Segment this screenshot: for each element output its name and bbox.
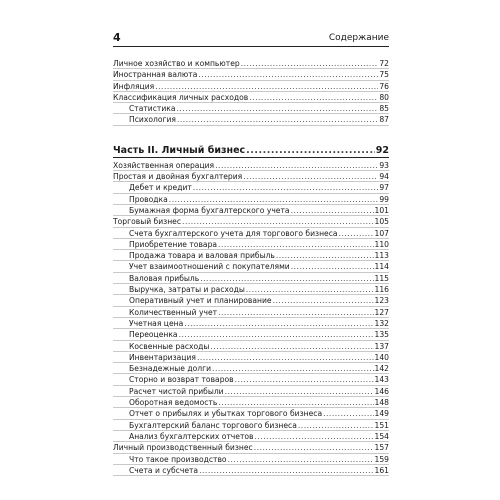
toc-leader-dots bbox=[225, 386, 374, 397]
toc-leader-dots bbox=[298, 420, 374, 431]
toc-entry-title: Счета бухгалтерского учета для торгового бизнеса bbox=[129, 228, 338, 238]
page-header bbox=[113, 32, 389, 47]
toc-leader-dots bbox=[246, 143, 375, 158]
toc-entry-page: 123 bbox=[374, 296, 389, 306]
toc-entry-title: Иностранная валюта bbox=[113, 70, 198, 80]
toc-entry[interactable] bbox=[113, 182, 389, 193]
toc-leader-dots bbox=[291, 205, 374, 216]
toc-leader-dots bbox=[177, 114, 378, 125]
toc-entry-title: Личный производственный бизнес bbox=[113, 443, 253, 453]
toc-entry-page: 137 bbox=[374, 341, 389, 351]
toc-part-page: 92 bbox=[375, 144, 389, 156]
toc-entry[interactable] bbox=[113, 420, 389, 431]
toc-entry-title: Валовая прибыль bbox=[129, 273, 200, 283]
toc-entry-page: 132 bbox=[374, 318, 389, 328]
toc-leader-dots bbox=[199, 465, 373, 476]
toc-entry[interactable] bbox=[113, 81, 389, 92]
toc-entry-title: Что такое производство bbox=[129, 454, 227, 464]
page-number: 4 bbox=[113, 31, 121, 44]
toc-entry[interactable] bbox=[113, 239, 389, 250]
toc-leader-dots bbox=[291, 261, 374, 272]
toc-entry-title: Переоценка bbox=[129, 330, 178, 340]
toc-entry-title: Личное хозяйство и компьютер bbox=[113, 59, 240, 68]
toc-part-title: Часть II. Личный бизнес bbox=[113, 144, 246, 156]
toc-entry-title: Проводка bbox=[129, 194, 168, 204]
toc-entry[interactable] bbox=[113, 261, 389, 272]
toc-entry-title: Инвентаризация bbox=[129, 352, 196, 362]
toc-leader-dots bbox=[235, 374, 374, 385]
toc-entry-page: 80 bbox=[379, 92, 389, 102]
toc-entry[interactable] bbox=[113, 160, 389, 171]
toc-leader-dots bbox=[218, 397, 373, 408]
toc-entry-title: Психология bbox=[129, 115, 176, 125]
toc-leader-dots bbox=[210, 341, 373, 352]
toc-entry-title: Косвенные расходы bbox=[129, 341, 210, 351]
toc-entry-page: 110 bbox=[374, 239, 389, 249]
toc-leader-dots bbox=[169, 194, 379, 205]
toc-leader-dots bbox=[197, 352, 374, 363]
toc-part-heading[interactable] bbox=[113, 143, 389, 158]
toc-entry-title: Отчет о прибылях и убытках торгового бизнеса bbox=[129, 409, 323, 419]
toc-entry-page: 101 bbox=[374, 205, 389, 215]
toc-entry[interactable] bbox=[113, 228, 389, 239]
toc-leader-dots bbox=[339, 228, 374, 239]
toc-leader-dots bbox=[184, 318, 373, 329]
toc-leader-dots bbox=[276, 250, 374, 261]
toc-leader-dots bbox=[273, 295, 374, 306]
toc-entry-title: Бухгалтерский баланс торгового бизнеса bbox=[129, 420, 297, 430]
toc-entry-page: 105 bbox=[374, 217, 389, 227]
toc-leader-dots bbox=[241, 58, 379, 69]
toc-entry[interactable] bbox=[113, 114, 389, 125]
toc-entry[interactable] bbox=[113, 465, 389, 476]
toc-leader-dots bbox=[218, 239, 373, 250]
toc-entry-title: Торговый бизнес bbox=[113, 217, 182, 227]
toc-entry-title: Счета и субсчета bbox=[129, 465, 199, 475]
table-of-contents bbox=[113, 58, 389, 476]
toc-entry-title: Оперативный учет и планирование bbox=[129, 296, 272, 306]
toc-leader-dots bbox=[323, 408, 373, 419]
toc-entry[interactable] bbox=[113, 454, 389, 465]
toc-leader-dots bbox=[179, 329, 374, 340]
toc-entry[interactable] bbox=[113, 295, 389, 306]
toc-leader-dots bbox=[246, 284, 374, 295]
toc-leader-dots bbox=[228, 454, 374, 465]
part-spacer bbox=[113, 126, 389, 143]
toc-leader-dots bbox=[182, 216, 373, 227]
toc-entry-page: 87 bbox=[379, 115, 389, 125]
toc-entry[interactable] bbox=[113, 386, 389, 397]
toc-entry-title: Хозяйственная операция bbox=[113, 160, 215, 170]
toc-entry[interactable] bbox=[113, 205, 389, 216]
toc-entry[interactable] bbox=[113, 273, 389, 284]
toc-entry[interactable] bbox=[113, 58, 389, 69]
toc-leader-dots bbox=[198, 69, 378, 80]
toc-entry-title: Учет взаимоотношений с покупателями bbox=[129, 262, 290, 272]
toc-leader-dots bbox=[212, 363, 373, 374]
toc-entry-title: Выручка, затраты и расходы bbox=[129, 285, 245, 295]
toc-entry[interactable] bbox=[113, 397, 389, 408]
toc-entry[interactable] bbox=[113, 250, 389, 261]
toc-entry-page: 135 bbox=[374, 330, 389, 340]
toc-leader-dots bbox=[218, 307, 373, 318]
toc-entry[interactable] bbox=[113, 442, 389, 453]
toc-entry-page: 149 bbox=[374, 409, 389, 419]
toc-leader-dots bbox=[215, 160, 378, 171]
toc-entry[interactable] bbox=[113, 352, 389, 363]
toc-leader-dots bbox=[200, 273, 373, 284]
toc-entry-title: Дебет и кредит bbox=[129, 183, 192, 193]
toc-entry-page: 161 bbox=[374, 465, 389, 475]
toc-entry-title: Классификация личных расходов bbox=[113, 92, 249, 102]
toc-group-part-two bbox=[113, 160, 389, 476]
toc-leader-dots bbox=[243, 171, 378, 182]
toc-entry-page: 154 bbox=[374, 431, 389, 441]
toc-group-part-one bbox=[113, 58, 389, 126]
toc-entry-title: Приобретение товара bbox=[129, 239, 218, 249]
toc-entry[interactable] bbox=[113, 329, 389, 340]
toc-entry[interactable] bbox=[113, 103, 389, 114]
toc-entry-title: Количественный учет bbox=[129, 307, 218, 317]
toc-entry-page: 115 bbox=[374, 273, 389, 283]
toc-entry-title: Безнадежные долги bbox=[129, 364, 212, 374]
toc-entry-title: Сторно и возврат товаров bbox=[129, 375, 234, 385]
toc-leader-dots bbox=[255, 431, 374, 442]
toc-leader-dots bbox=[249, 92, 378, 103]
toc-entry-page: 116 bbox=[374, 285, 389, 295]
toc-entry-title: Учетная цена bbox=[129, 318, 184, 328]
toc-entry-page: 72 bbox=[379, 59, 389, 68]
toc-entry-page: 93 bbox=[379, 160, 389, 170]
toc-entry-page: 143 bbox=[374, 375, 389, 385]
toc-entry[interactable] bbox=[113, 374, 389, 385]
toc-entry[interactable] bbox=[113, 216, 389, 227]
toc-entry-title: Расчет чистой прибыли bbox=[129, 386, 224, 396]
toc-entry-page: 151 bbox=[374, 420, 389, 430]
toc-entry[interactable] bbox=[113, 171, 389, 182]
toc-entry-page: 99 bbox=[379, 194, 389, 204]
toc-leader-dots bbox=[193, 182, 378, 193]
toc-entry-page: 148 bbox=[374, 398, 389, 408]
running-section-title: Содержание bbox=[328, 33, 389, 43]
toc-entry-page: 140 bbox=[374, 352, 389, 362]
toc-entry[interactable] bbox=[113, 69, 389, 80]
toc-entry-title: Статистика bbox=[129, 104, 176, 114]
toc-entry-page: 142 bbox=[374, 364, 389, 374]
toc-entry[interactable] bbox=[113, 194, 389, 205]
toc-entry-page: 75 bbox=[379, 70, 389, 80]
toc-leader-dots bbox=[254, 442, 374, 453]
toc-entry-title: Бумажная форма бухгалтерского учета bbox=[129, 205, 290, 215]
toc-leader-dots bbox=[155, 81, 378, 92]
toc-entry[interactable] bbox=[113, 318, 389, 329]
toc-entry-page: 85 bbox=[379, 104, 389, 114]
toc-entry[interactable] bbox=[113, 341, 389, 352]
toc-entry[interactable] bbox=[113, 284, 389, 295]
toc-entry-page: 76 bbox=[379, 81, 389, 91]
toc-entry-page: 97 bbox=[379, 183, 389, 193]
toc-entry-page: 94 bbox=[379, 172, 389, 182]
toc-entry[interactable] bbox=[113, 307, 389, 318]
toc-entry-page: 146 bbox=[374, 386, 389, 396]
toc-entry-page: 127 bbox=[374, 307, 389, 317]
toc-entry-title: Продажа товара и валовая прибыль bbox=[129, 251, 275, 261]
toc-entry-title: Инфляция bbox=[113, 81, 155, 91]
toc-entry-title: Оборотная ведомость bbox=[129, 398, 218, 408]
toc-entry-title: Анализ бухгалтерских отчетов bbox=[129, 431, 254, 441]
toc-entry-page: 159 bbox=[374, 454, 389, 464]
toc-entry-page: 107 bbox=[374, 228, 389, 238]
toc-entry-page: 113 bbox=[374, 251, 389, 261]
toc-entry-page: 114 bbox=[374, 262, 389, 272]
toc-entry[interactable] bbox=[113, 408, 389, 419]
toc-entry[interactable] bbox=[113, 431, 389, 442]
toc-entry-title: Простая и двойная бухгалтерия bbox=[113, 172, 243, 182]
toc-leader-dots bbox=[177, 103, 379, 114]
toc-entry-page: 157 bbox=[374, 443, 389, 453]
toc-entry[interactable] bbox=[113, 363, 389, 374]
toc-entry[interactable] bbox=[113, 92, 389, 103]
